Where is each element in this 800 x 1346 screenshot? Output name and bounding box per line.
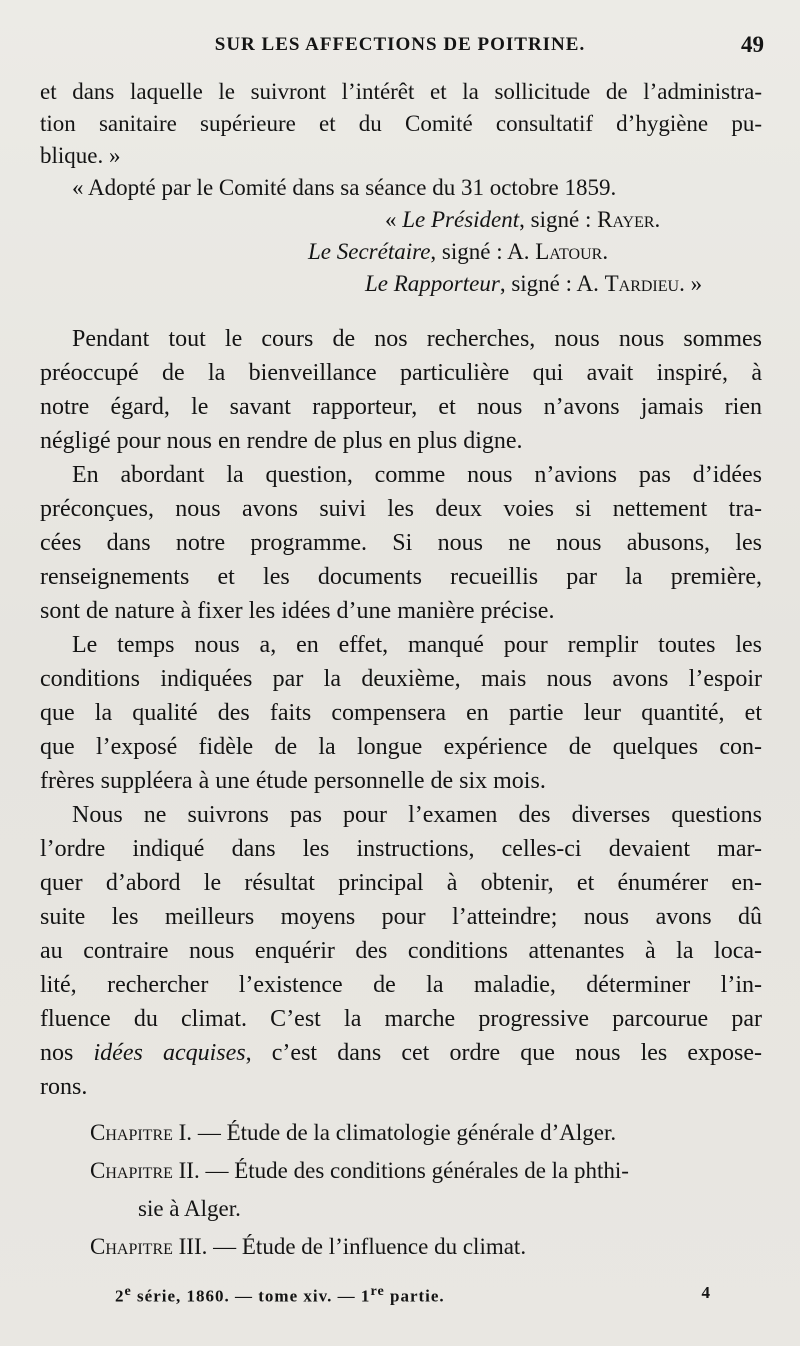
- chapter-label: Chapitre II.: [90, 1158, 200, 1183]
- text-line: Pendant tout le cours de nos recherches, nous nous sommes: [72, 326, 762, 352]
- chapter-label: Chapitre III.: [90, 1234, 208, 1259]
- text-line: négligé pour nous en rendre de plus en plus digne.: [40, 428, 523, 454]
- text-line: que l’exposé fidèle de la longue expérience de quelques con-: [40, 734, 762, 760]
- chapter-3: [40, 1228, 762, 1266]
- footer-signature-mark: 4: [701, 1283, 711, 1302]
- running-title: SUR LES AFFECTIONS DE POITRINE.: [214, 34, 586, 55]
- text-line: l’ordre indiqué dans les instructions, celles-ci devaient mar-: [40, 836, 762, 862]
- text-line: Nous ne suivrons pas pour l’examen des diverses questions: [72, 802, 762, 828]
- text-line: Le temps nous a, en effet, manqué pour remplir toutes les: [72, 632, 762, 658]
- sig-prefix: «: [385, 207, 403, 232]
- chapter-1: [40, 1114, 762, 1152]
- sig-role: Le Président: [402, 207, 520, 232]
- text-line: préconçues, nous avons suivi les deux voies si nettement tra-: [40, 496, 762, 522]
- sig-role: Le Rapporteur: [365, 271, 500, 296]
- sig-end: . »: [679, 271, 703, 296]
- page-footer: [115, 1283, 711, 1307]
- text-run: nos: [40, 1040, 94, 1066]
- text-line: que la qualité des faits compensera en partie leur quantité, et: [40, 700, 762, 726]
- adoption-line: « Adopté par le Comité dans sa séance du 31 octobre 1859.: [72, 175, 617, 200]
- sig-name: Tardieu: [604, 271, 680, 296]
- text-line: cées dans notre programme. Si nous ne nous abusons, les: [40, 530, 762, 556]
- text-line: notre égard, le savant rapporteur, et nous n’avons jamais rien: [40, 394, 762, 420]
- text-line: blique. »: [40, 143, 121, 168]
- chapter-title: — Étude de l’influence du climat.: [207, 1234, 527, 1259]
- sig-end: .: [654, 207, 661, 232]
- chapter-2-continuation: sie à Alger.: [138, 1196, 241, 1221]
- sig-signed: , signé : A.: [499, 271, 605, 296]
- spacer: [40, 300, 762, 322]
- footer-part-sup: re: [370, 1283, 385, 1299]
- italic-run: idées acquises: [93, 1040, 246, 1066]
- sig-role: Le Secrétaire: [308, 239, 431, 264]
- text-line: lité, rechercher l’existence de la maladie, déterminer l’in-: [40, 972, 762, 998]
- paragraph-2: [40, 458, 762, 628]
- chapter-label: Chapitre I.: [90, 1120, 193, 1145]
- paragraph-1: [40, 322, 762, 458]
- paragraph-4: [40, 798, 762, 1104]
- page-body: [40, 76, 762, 1266]
- text-line: quer d’abord le résultat principal à obtenir, et énumérer en-: [40, 870, 762, 896]
- signature-secretary: [40, 236, 762, 268]
- sig-end: .: [602, 239, 609, 264]
- sig-signed: , signé :: [519, 207, 598, 232]
- text-line: renseignements et les documents recueillis par la première,: [40, 564, 762, 590]
- sig-name: Rayer: [597, 207, 655, 232]
- footer-series-sup: e: [124, 1283, 132, 1299]
- sig-signed: , signé : A.: [430, 239, 536, 264]
- text-line: conditions indiquées par la deuxième, mais nous avons l’espoir: [40, 666, 762, 692]
- chapter-2: [40, 1152, 762, 1190]
- signature-president: [40, 204, 762, 236]
- chapter-title: — Étude de la climatologie générale d’Alger.: [192, 1120, 617, 1145]
- chapter-title: — Étude des conditions générales de la phthi-: [199, 1158, 629, 1183]
- footer-series-text: série, 1860. — tome xiv. — 1: [131, 1286, 371, 1306]
- footer-part-text: partie.: [384, 1286, 445, 1306]
- paragraph-3: [40, 628, 762, 798]
- text-line: et dans laquelle le suivront l’intérêt et la sollicitude de l’administra-: [40, 79, 762, 104]
- text-line: rons.: [40, 1074, 88, 1100]
- text-line: frères suppléera à une étude personnelle de six mois.: [40, 768, 546, 794]
- sig-name: Latour: [535, 239, 603, 264]
- chapter-list: [40, 1114, 762, 1266]
- page-number: 49: [741, 32, 764, 57]
- text-line: au contraire nous enquérir des conditions attenantes à la loca-: [40, 938, 762, 964]
- text-line: [40, 1036, 762, 1070]
- spacer: [40, 1104, 762, 1114]
- footer-series-number: 2: [115, 1286, 125, 1306]
- text-line: suite les meilleurs moyens pour l’atteindre; nous avons dû: [40, 904, 762, 930]
- text-line: fluence du climat. C’est la marche progressive parcourue par: [40, 1006, 762, 1032]
- text-line: préoccupé de la bienveillance particulière qui avait inspiré, à: [40, 360, 762, 386]
- text-line: sont de nature à fixer les idées d’une manière précise.: [40, 598, 555, 624]
- text-line: tion sanitaire supérieure et du Comité consultatif d’hygiène pu-: [40, 111, 762, 136]
- signature-rapporteur: [40, 268, 762, 300]
- text-line: En abordant la question, comme nous n’avions pas d’idées: [72, 462, 762, 488]
- text-run: , c’est dans cet ordre que nous les expose-: [245, 1040, 763, 1066]
